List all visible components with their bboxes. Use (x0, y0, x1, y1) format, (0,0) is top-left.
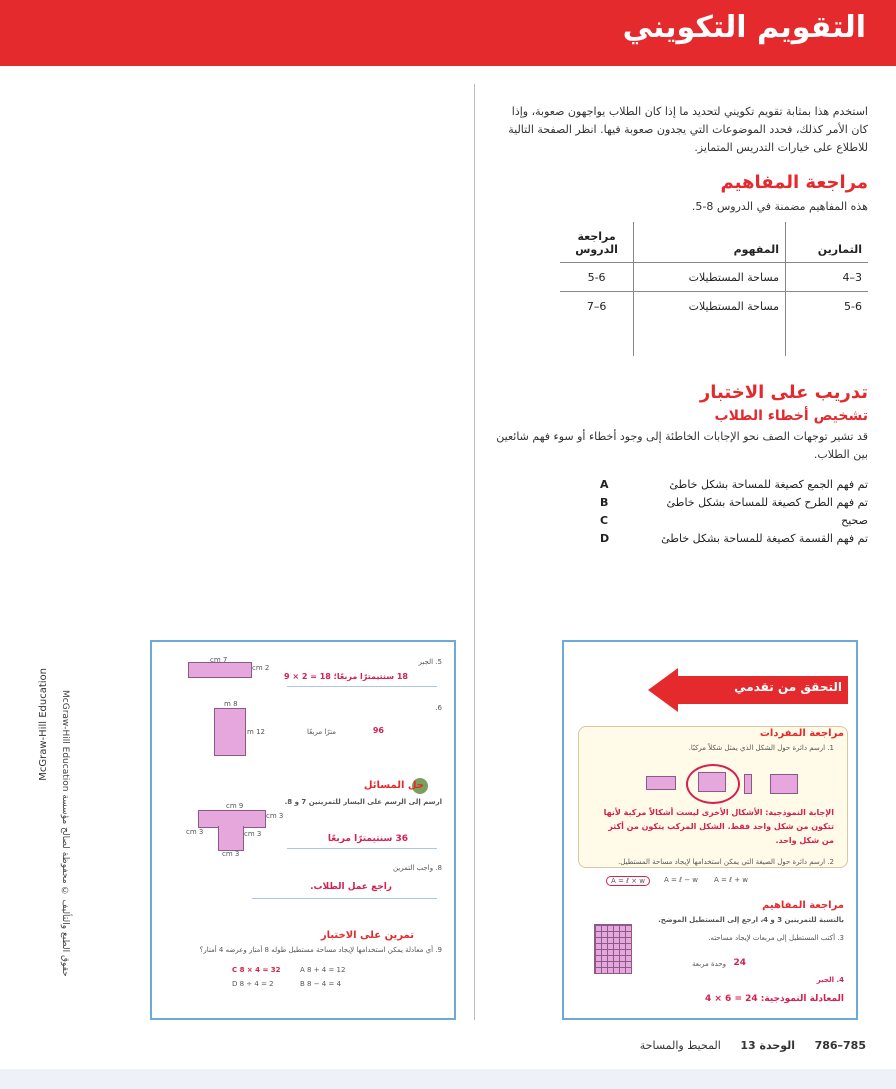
choice-d: D 8 ÷ 4 = 2 (232, 980, 274, 988)
dim-label: 9 cm (226, 802, 244, 810)
title-bar (0, 0, 896, 66)
ex8-label: 8. واجب التمرين (392, 864, 442, 872)
list-item (600, 512, 868, 530)
cell-concept: مساحة المستطيلات (634, 263, 786, 292)
cell-exercises: 3–4 (786, 263, 868, 292)
formula-c: A = ℓ × w (606, 876, 650, 886)
diagnose-body: قد تشير توجهات الصف نحو الإجابات الخاطئة إلى وجود أخطاء أو سوء فهم شائعين بين الطلاب. (496, 430, 868, 461)
concept-instructions: بالنسبة للتمرينين 3 و 4، ارجع إلى المستطيل الموضح. (658, 916, 844, 924)
t-shape-stem (218, 826, 244, 851)
ex8-answer: راجع عمل الطلاب. (310, 882, 392, 892)
publisher-vertical: McGraw-Hill Education (38, 668, 49, 781)
ps-answer: 36 سنتيمترًا مربعًا (327, 834, 408, 844)
q3-text: 3. أكتب المستطيل إلى مربعات لإيجاد مساحته. (708, 934, 844, 942)
list-item (600, 476, 868, 494)
answer-options (600, 476, 868, 548)
option-letter: C (600, 514, 609, 527)
q3-answer: 24 (733, 958, 746, 968)
q4-label: 4. الجبر (816, 976, 844, 984)
page-numbers: 785–786 (814, 1039, 866, 1052)
dim-label: 3 cm (244, 830, 262, 838)
test-heading: تمرين على الاختبار (320, 930, 414, 941)
test-question: 9. أي معادلة يمكن استخدامها لإيجاد مساحة مستطيل طوله 8 أمتار وعرضه 4 أمتار؟ (199, 946, 442, 954)
dim-label: 3 cm (222, 850, 240, 858)
choice-b: B 8 − 4 = 4 (300, 980, 342, 988)
rectangle-figure (646, 776, 676, 790)
cell-concept: مساحة المستطيلات (634, 292, 786, 321)
table-row (560, 263, 868, 292)
cell-lessons: 5-6 (587, 270, 606, 284)
rectangle-figure (770, 774, 798, 794)
concepts-table (560, 222, 868, 356)
page-divider (474, 84, 475, 1020)
topic-label: المحيط والمساحة (639, 1039, 721, 1052)
rectangle-figure (744, 774, 752, 794)
intro-paragraph: استخدم هذا بمثابة تقويم تكويني لتحديد ما إذا كان الطلاب يواجهون صعوبة، وإذا كان الأمر كذلك، فحدد الموضوعات التي يجدون صعوبة فيها. انظر الصفحة التالية للاطلاع على خيارات التدريس المتمايز. (508, 105, 868, 154)
unit-label: الوحدة 13 (740, 1039, 796, 1052)
dim-label: 3 cm (266, 812, 284, 820)
option-letter: A (600, 478, 609, 491)
dim-label: 2 cm (252, 664, 270, 672)
page-footer (640, 1039, 866, 1052)
ex5-label: 5. الجبر (418, 658, 442, 666)
page-title: التقويم التكويني (622, 10, 866, 45)
formula-b: A = ℓ − w (664, 876, 699, 884)
concepts-heading: مراجعة المفاهيم (720, 172, 868, 193)
dim-label: 3 cm (186, 828, 204, 836)
cell-lessons: 6–7 (586, 299, 607, 313)
q3-unit: وحدة مربعة (692, 960, 726, 968)
list-item (600, 494, 868, 512)
option-text: تم فهم القسمة كصيغة للمساحة بشكل خاطئ (661, 532, 868, 545)
ex6-answer: 96 (372, 726, 384, 735)
choice-c: C 8 × 4 = 32 (232, 966, 281, 974)
ex6-unit: مترًا مربعًا (307, 728, 336, 736)
concepts-subtitle: هذه المفاهيم مضمنة في الدروس 8-5. (691, 200, 868, 213)
option-letter: B (600, 496, 609, 509)
table-row (560, 292, 868, 321)
ps-instructions: ارسم إلى الرسم على اليسار للتمرينين 7 و 8. (284, 798, 442, 806)
cell-exercises: 5-6 (786, 292, 868, 321)
bottom-strip (0, 1069, 896, 1089)
vocab-answer: الإجابة النموذجية: الأشكال الأخرى ليست أشكالاً مركبة لأنها تتكون من شكل واحد فقط. الشكل المركب يتكون من أكثر من شكل واحد. (603, 808, 834, 845)
test-practice-heading: تدريب على الاختبار (699, 382, 868, 403)
ex6-label: 6. (435, 704, 442, 712)
ex5-answer: 18 سنتيمترًا مربعًا؛ 18 = 2 × 9 (283, 672, 408, 681)
diagnose-errors-heading: تشخيص أخطاء الطلاب (714, 408, 868, 424)
dim-label: 7 cm (210, 656, 228, 664)
vocab-heading: مراجعة المفردات (759, 728, 844, 739)
composite-figure (698, 772, 726, 792)
col-exercises: التمارين (786, 222, 868, 263)
option-letter: D (600, 532, 610, 545)
vocab-q1: 1. ارسم دائرة حول الشكل الذي يمثل شكلاً مركبًا. (688, 744, 834, 752)
list-item (600, 530, 868, 548)
grid-rectangle (594, 924, 632, 974)
formula-a: A = ℓ + w (714, 876, 749, 884)
vocab-q2: 2. ارسم دائرة حول الصيغة التي يمكن استخدامها لإيجاد مساحة المستطيل. (618, 858, 834, 866)
student-page-left (150, 640, 456, 1020)
choice-a: A 8 + 4 = 12 (300, 966, 346, 974)
option-text: تم فهم الطرح كصيغة للمساحة بشكل خاطئ (666, 496, 868, 509)
concept-heading: مراجعة المفاهيم (762, 900, 844, 911)
option-text: تم فهم الجمع كصيغة للمساحة بشكل خاطئ (669, 478, 868, 491)
dim-label: 12 m (247, 728, 265, 736)
rectangle-figure (214, 708, 246, 756)
problem-solving-heading: حل المسائل (363, 780, 424, 791)
student-page-right (562, 640, 858, 1020)
col-concept: المفهوم (634, 222, 786, 263)
col-lessons: مراجعة الدروس (575, 230, 618, 256)
dim-label: 8 m (224, 700, 238, 708)
q4-answer: المعادلة النموذجية: 24 = 6 × 4 (704, 994, 844, 1004)
copyright-vertical: حقوق الطبع والتأليف © محفوظة لصالح مؤسسة McGraw-Hill Education (60, 690, 70, 977)
progress-banner-text: التحقق من تقدمي (734, 680, 842, 694)
rectangle-figure (188, 662, 252, 678)
option-text: صحيح (841, 514, 868, 527)
